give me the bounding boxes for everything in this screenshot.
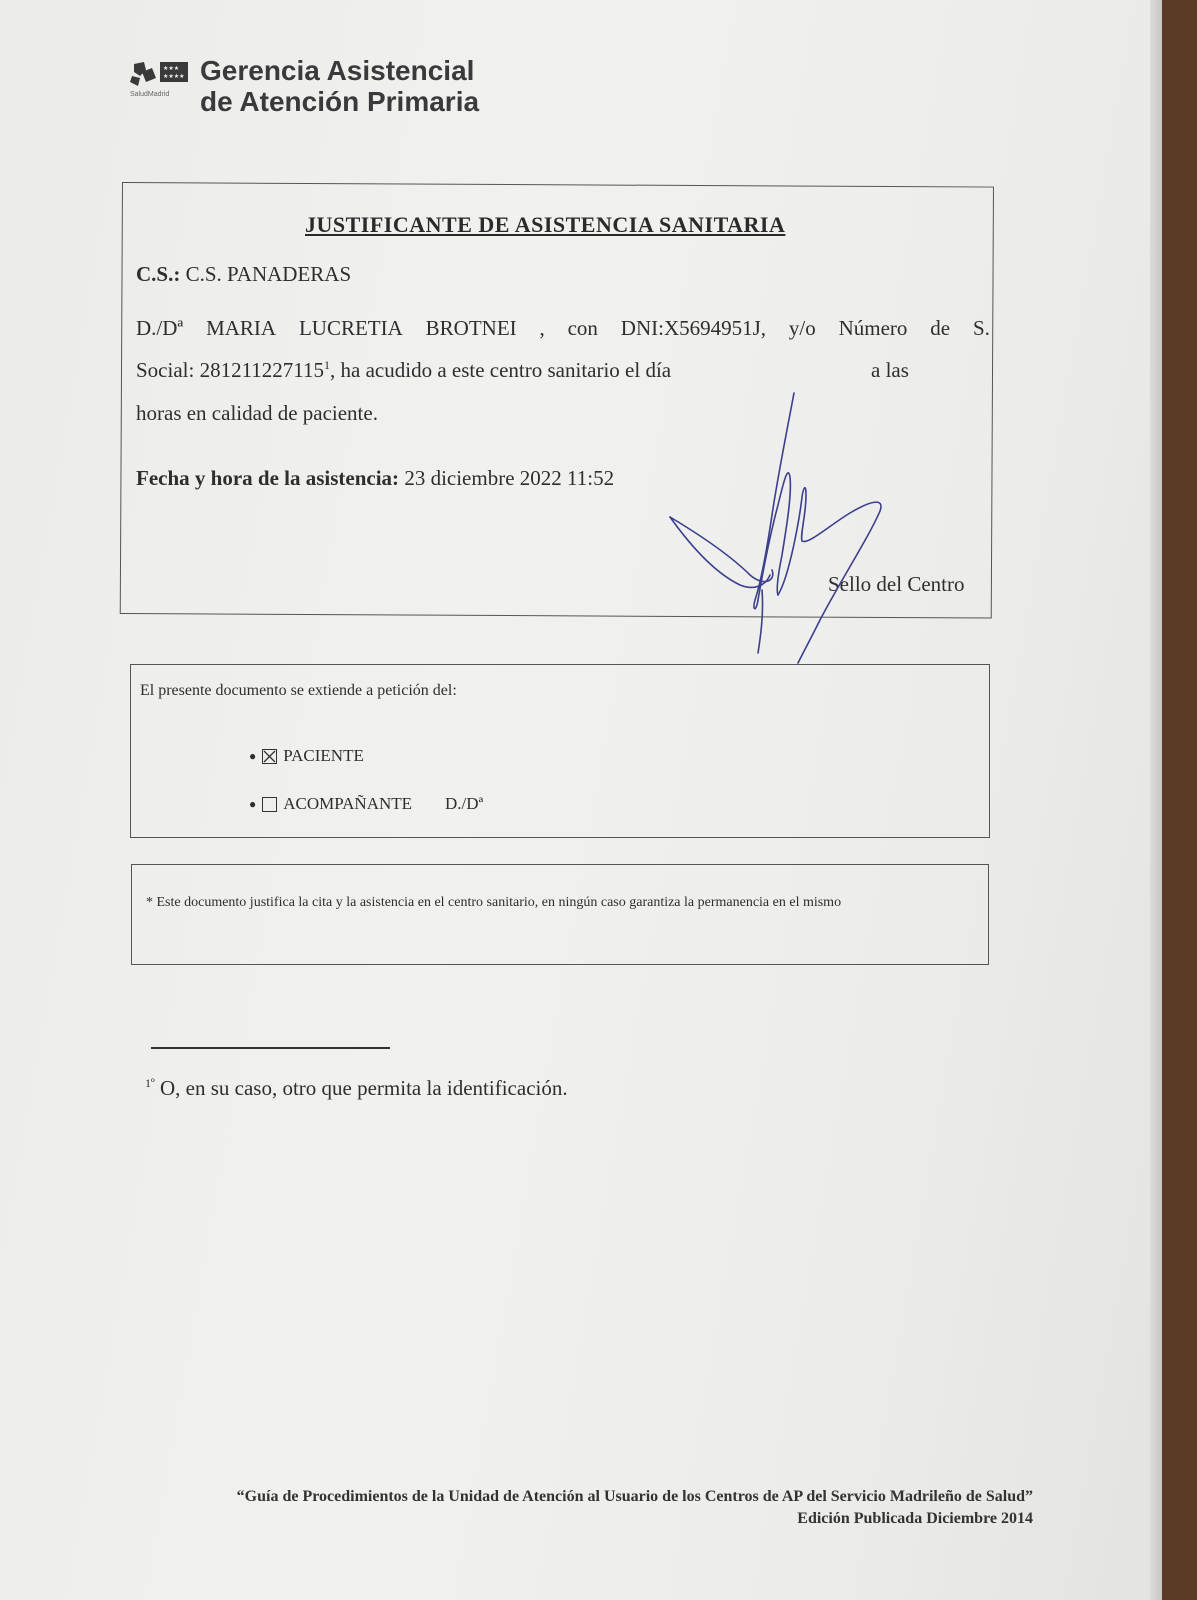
patient-line-word: y/o	[788, 316, 816, 340]
patient-line-word: ,	[539, 316, 545, 340]
org-name-line1: Gerencia Asistencial	[200, 55, 475, 86]
footnote-marker: 1º	[145, 1076, 155, 1090]
bullet-icon: ●	[249, 748, 257, 763]
patient-line-word: con	[567, 316, 598, 340]
patient-line-word: D./Dª	[136, 316, 184, 340]
checkbox-paciente	[262, 749, 277, 764]
companion-dd-label: D./Dª	[445, 794, 484, 813]
svg-text:★★★: ★★★	[163, 66, 180, 72]
attendance-datetime-line	[136, 466, 614, 491]
patient-line-word: S.	[972, 316, 990, 340]
citation-line2: Edición Publicada Diciembre 2014	[797, 1510, 1033, 1527]
fecha-value: 23 diciembre 2022 11:52	[404, 466, 615, 490]
social-suffix: , ha acudido a este centro sanitario el día	[330, 358, 672, 382]
footnote	[145, 1076, 568, 1101]
option-acompanante-label: ACOMPAÑANTE	[283, 794, 413, 813]
social-end: a las	[871, 358, 909, 382]
checked-x-icon	[263, 750, 276, 763]
patient-line-word: BROTNEI	[425, 316, 517, 340]
request-intro: El presente documento se extiende a petición del:	[140, 682, 457, 699]
note-box	[131, 864, 989, 965]
document-title: JUSTIFICANTE DE ASISTENCIA SANITARIA	[305, 212, 786, 237]
patient-line-word: LUCRETIA	[298, 316, 403, 340]
patient-line-word: DNI:X5694951J,	[620, 316, 767, 340]
checkbox-acompanante	[262, 797, 277, 812]
social-footnote-ref: 1	[324, 358, 331, 372]
handwritten-signature	[660, 385, 920, 695]
patient-line-word: Número	[838, 316, 908, 340]
patient-line-word: MARIA	[206, 316, 277, 340]
salud-madrid-logotype: SaludMadrid	[130, 91, 170, 98]
fecha-label: Fecha y hora de la asistencia:	[136, 466, 400, 490]
bullet-icon: ●	[249, 796, 257, 811]
social-prefix: Social: 281211227115	[136, 358, 325, 382]
option-paciente	[249, 746, 364, 766]
cs-value: C.S. PANADERAS	[185, 262, 352, 286]
patient-line	[136, 316, 990, 341]
svg-text:★★★★: ★★★★	[163, 74, 185, 80]
citation-line1: “Guía de Procedimientos de la Unidad de Atención al Usuario de los Centros de AP del Servicio Madrileño de Salud”	[236, 1488, 1033, 1505]
patient-line-word: de	[930, 316, 951, 340]
capacity-line: horas en calidad de paciente.	[136, 401, 378, 425]
footnote-text: O, en su caso, otro que permita la identificación.	[159, 1076, 568, 1100]
cs-label: C.S.:	[136, 262, 181, 286]
justification-note: * Este documento justifica la cita y la asistencia en el centro sanitario, en ningún caso garantiza la permanencia en el mismo	[146, 895, 842, 910]
footnote-rule	[151, 1047, 390, 1049]
org-name-line2: de Atención Primaria	[200, 86, 480, 117]
option-acompanante	[249, 794, 483, 814]
health-center-line	[136, 262, 351, 287]
paper-edge	[1150, 0, 1162, 1600]
social-security-line	[136, 358, 909, 383]
center-stamp-label: Sello del Centro	[828, 572, 965, 596]
option-paciente-label: PACIENTE	[283, 746, 364, 765]
